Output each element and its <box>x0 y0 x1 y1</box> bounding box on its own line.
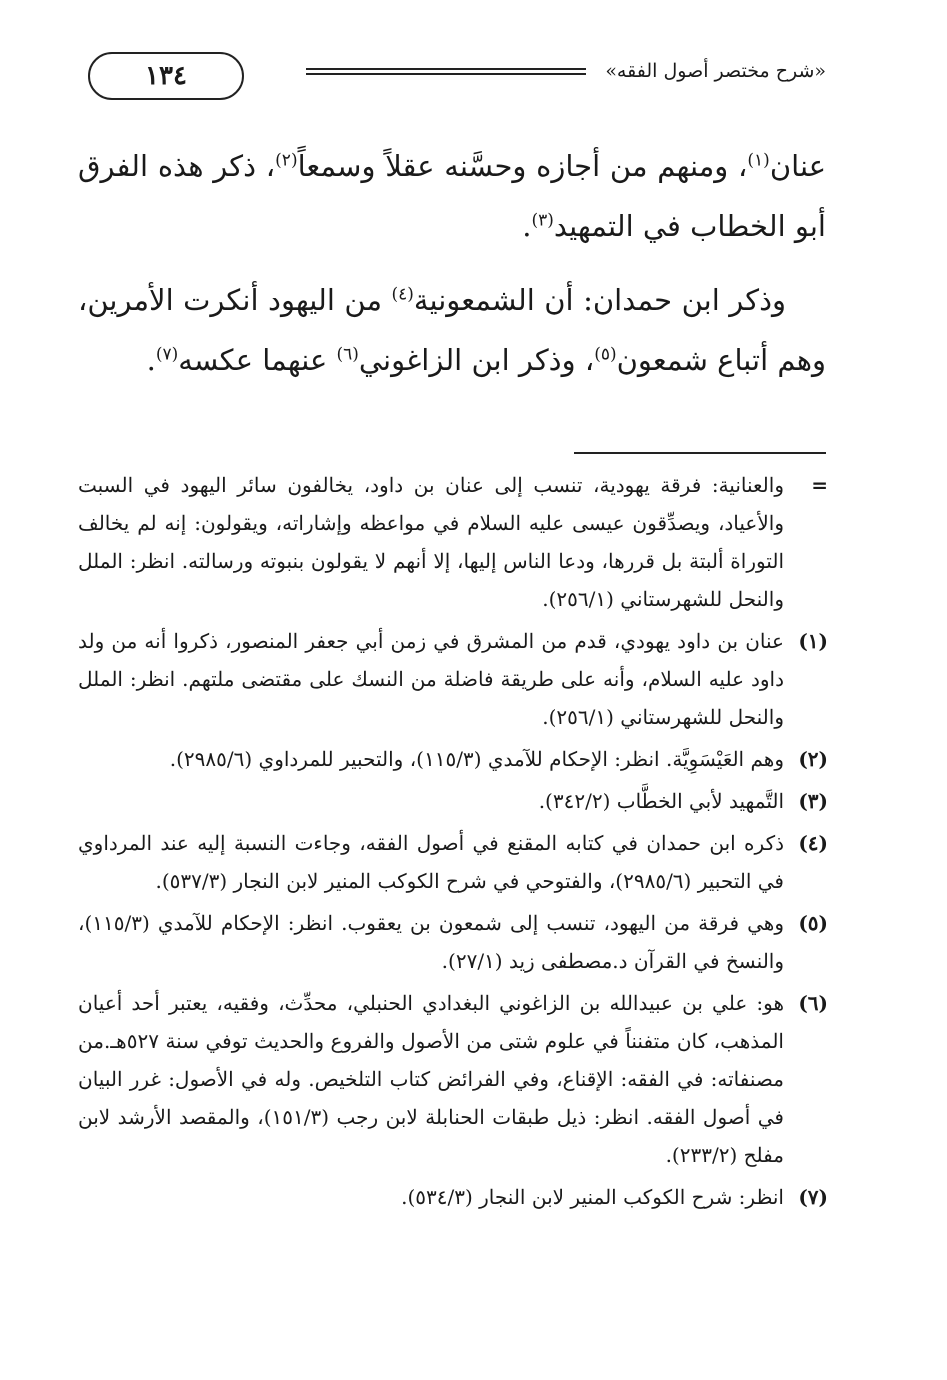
footnote-text: هو: علي بن عبيدالله بن الزاغوني البغدادي الحنبلي، محدِّث، وفقيه، يعتبر أحد أعيان المذهب، كان متفنناً في علوم شتى من الأصول والفروع والحديث توفي سنة ٥٢٧هـ.من مصنفاته: في الفقه: الإقناع، وفي الفرائض كتاب التلخيص. وله في الأصول: غرر البيان في أصول الفقه. انظر: ذيل طبقات الحنابلة لابن رجب (١٥١/٣)، والمقصد الأرشد لابن مفلح (٢٣٣/٢). <box>78 991 784 1167</box>
footnote-text: عنان بن داود يهودي، قدم من المشرق في زمن أبي جعفر المنصور، ذكروا أنه من ولد داود عليه السلام، وأنه على طريقة فاضلة من النسك على مقتضى ملتهم. انظر: الملل والنحل للشهرستاني (٢٥٦/١). <box>78 629 784 729</box>
running-title: «شرح مختصر أصول الفقه» <box>605 60 826 82</box>
header-rule <box>306 68 586 78</box>
footnote-reference: (٤) <box>391 284 414 305</box>
body-text: عنان <box>769 149 826 183</box>
footnote-reference: (٧) <box>155 344 179 365</box>
footnote-number: (٧) <box>798 1185 828 1209</box>
footnote-reference: (٦) <box>336 344 359 365</box>
footnote-number: (٢) <box>798 747 828 771</box>
footnote-number: (٤) <box>798 831 828 855</box>
footnote-number: = <box>811 473 828 497</box>
body-text: من اليهود أنكرت الأمرين، وهم أتباع شمعون <box>78 283 826 377</box>
footnote <box>78 622 828 736</box>
footnote <box>78 466 828 618</box>
page-number: ١٣٤ <box>88 52 244 100</box>
body-text: ، ذكر هذه الفرق أبو الخطاب في التمهيد <box>78 149 826 243</box>
body-paragraph <box>78 270 826 390</box>
footnote <box>78 740 828 778</box>
footnote <box>78 984 828 1174</box>
footnote-number: (٣) <box>798 789 828 813</box>
footnote-text: انظر: شرح الكوكب المنير لابن النجار (٥٣٤/٣). <box>401 1185 784 1209</box>
footnote-text: وهم العَيْسَوِيَّة. انظر: الإحكام للآمدي (١١٥/٣)، والتحبير للمرداوي (٢٩٨٥/٦). <box>169 747 784 771</box>
body-text: عنهما عكسه <box>178 343 337 377</box>
page-number-frame <box>78 52 310 98</box>
footnote-reference: (٣) <box>531 210 554 231</box>
footnote <box>78 782 828 820</box>
main-text <box>78 136 826 404</box>
footnote <box>78 1178 828 1216</box>
body-text: وذكر ابن حمدان: أن الشمعونية <box>413 283 786 317</box>
body-text: . <box>522 209 532 243</box>
footnote-number: (٦) <box>798 991 828 1015</box>
footnote-number: (١) <box>798 629 828 653</box>
footnote-separator <box>574 452 826 454</box>
body-text: ، ومنهم من أجازه وحسَّنه عقلاً وسمعاً <box>297 149 748 183</box>
body-text: ، وذكر ابن الزاغوني <box>358 343 595 377</box>
page-header <box>78 52 826 102</box>
footnote-text: التَّمهيد لأبي الخطَّاب (٣٤٢/٢). <box>538 789 784 813</box>
body-paragraph <box>78 136 826 256</box>
footnote <box>78 904 828 980</box>
body-text: . <box>146 343 156 377</box>
footnote <box>78 824 828 900</box>
footnote-text: ذكره ابن حمدان في كتابه المقنع في أصول الفقه، وجاءت النسبة إليه عند المرداوي في التحبير (٢٩٨٥/٦)، والفتوحي في شرح الكوكب المنير لابن النجار (٥٣٧/٣). <box>78 831 784 893</box>
footnotes <box>78 466 828 1220</box>
footnote-text: والعنانية: فرقة يهودية، تنسب إلى عنان بن داود، يخالفون سائر اليهود في السبت والأعياد، ويصدِّقون عيسى عليه السلام في مواعظه وإشاراته، ويقولون: إنه لم يخالف التوراة ألبتة بل قررها، ودعا الناس إليها، إلا أنهم لا يقولون بنبوته ورسالته. انظر: الملل والنحل للشهرستاني (٢٥٦/١). <box>78 473 784 611</box>
footnote-text: وهي فرقة من اليهود، تنسب إلى شمعون بن يعقوب. انظر: الإحكام للآمدي (١١٥/٣)، والنسخ في القرآن د.مصطفى زيد (٢٧/١). <box>78 911 784 973</box>
footnote-reference: (٢) <box>275 150 298 171</box>
footnote-number: (٥) <box>798 911 828 935</box>
footnote-reference: (٥) <box>594 344 617 365</box>
footnote-reference: (١) <box>747 150 770 171</box>
